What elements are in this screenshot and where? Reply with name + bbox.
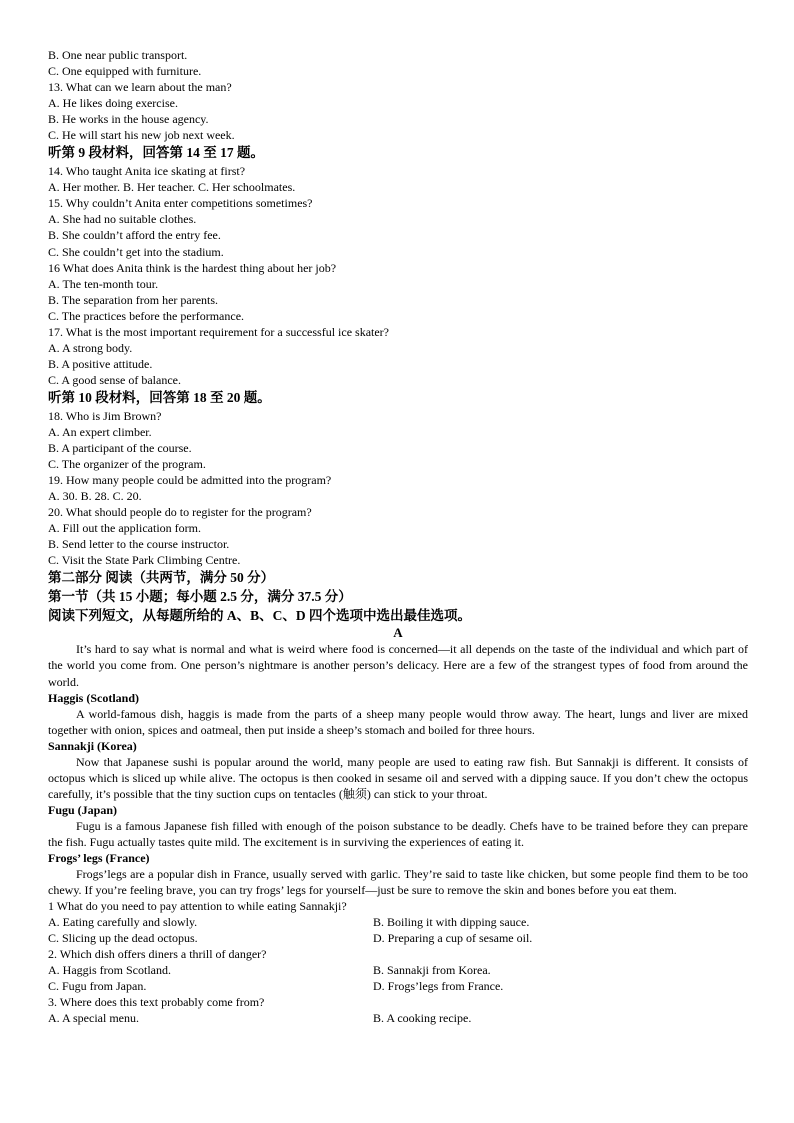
q15-option-a: A. She had no suitable clothes. (48, 212, 197, 227)
q16-option-a: A. The ten-month tour. (48, 276, 159, 291)
dish-title-frogs-legs: Frogs’ legs (France) (48, 851, 150, 866)
q14-stem: 14. Who taught Anita ice skating at first? (48, 164, 246, 179)
reading-q3-option-b: B. A cooking recipe. (373, 1011, 472, 1026)
dish-text-fugu: Fugu is a famous Japanese fish filled with enough of the poison substance to be deadly. Chefs have to be trained before they can prepare the fish. Fugu actually tastes quite mild. The excitement is in surviving the experiences of eating it. (48, 818, 748, 849)
reading-q1-option-b: B. Boiling it with dipping sauce. (373, 915, 530, 930)
reading-q1-option-a: A. Eating carefully and slowly. (48, 915, 198, 930)
q17-option-a: A. A strong body. (48, 340, 133, 355)
q15-option-b: B. She couldn’t afford the entry fee. (48, 228, 221, 243)
reading-q2-option-a: A. Haggis from Scotland. (48, 963, 171, 978)
reading-q2-option-c: C. Fugu from Japan. (48, 979, 147, 994)
q15-stem: 15. Why couldn’t Anita enter competitions sometimes? (48, 196, 313, 211)
q12-option-c: C. One equipped with furniture. (48, 64, 202, 79)
q13-option-b: B. He works in the house agency. (48, 112, 209, 127)
reading-q1-stem: 1 What do you need to pay attention to while eating Sannakji? (48, 899, 347, 914)
q17-stem: 17. What is the most important requirement for a successful ice skater? (48, 324, 390, 339)
q20-option-c: C. Visit the State Park Climbing Centre. (48, 553, 241, 568)
reading-part-heading: 第二部分 阅读（共两节，满分 50 分） (48, 570, 275, 586)
q16-option-b: B. The separation from her parents. (48, 292, 219, 307)
dish-title-fugu: Fugu (Japan) (48, 802, 118, 817)
q13-stem: 13. What can we learn about the man? (48, 80, 232, 95)
q18-stem: 18. Who is Jim Brown? (48, 408, 162, 423)
q20-option-a: A. Fill out the application form. (48, 521, 201, 536)
reading-q3-options-row1 (48, 1010, 748, 1026)
passage-intro: It’s hard to say what is normal and what is weird where food is concerned—it all depends on the taste of the individual and which part of the world you come from. One person’s nightmare is another person’s delicacy. Here are a few of the strangest types of food from around the world. (48, 642, 748, 689)
q14-options: A. Her mother. B. Her teacher. C. Her schoolmates. (48, 180, 296, 195)
reading-q3-option-a: A. A special menu. (48, 1011, 139, 1026)
q17-option-c: C. A good sense of balance. (48, 372, 181, 387)
reading-q1-options-row2 (48, 930, 748, 946)
q16-stem: 16 What does Anita think is the hardest thing about her job? (48, 260, 337, 275)
q18-option-c: C. The organizer of the program. (48, 457, 206, 472)
reading-instruction: 阅读下列短文，从每题所给的 A、B、C、D 四个选项中选出最佳选项。 (48, 608, 472, 624)
q12-option-b: B. One near public transport. (48, 48, 188, 62)
section9-heading: 听第 9 段材料，回答第 14 至 17 题。 (48, 145, 264, 161)
dish-text-sannakji: Now that Japanese sushi is popular around the world, many people are used to eating raw fish. But Sannakji is different. It consists of octopus which is sliced up while alive. The octopus is then cooked in sesame oil and served with a dipping sauce. If you don’t chew the octopus carefully, it’s possible that the tiny suction cups on tentacles (触须) can stick to your throat. (48, 754, 748, 801)
reading-q2-option-b: B. Sannakji from Korea. (373, 963, 491, 978)
q20-option-b: B. Send letter to the course instructor. (48, 537, 230, 552)
q19-options: A. 30. B. 28. C. 20. (48, 489, 142, 504)
reading-q1-options-row1 (48, 914, 748, 930)
q17-option-b: B. A positive attitude. (48, 356, 153, 371)
reading-q2-stem: 2. Which dish offers diners a thrill of danger? (48, 947, 267, 962)
reading-q2-options-row1 (48, 962, 748, 978)
dish-text-frogs-legs: Frogs’legs are a popular dish in France, usually served with garlic. They’re said to taste like chicken, but some people find them to be too chewy. If you’re feeling brave, you can try frogs’ legs for yourself—just be sure to remove the skin and bones before you eat them. (48, 867, 748, 898)
section10-heading: 听第 10 段材料，回答第 18 至 20 题。 (48, 389, 271, 405)
reading-q1-option-c: C. Slicing up the dead octopus. (48, 931, 198, 946)
q20-stem: 20. What should people do to register for the program? (48, 505, 312, 520)
dish-title-haggis: Haggis (Scotland) (48, 690, 140, 705)
q18-option-b: B. A participant of the course. (48, 441, 192, 456)
dish-title-sannakji: Sannakji (Korea) (48, 738, 137, 753)
exam-page (48, 47, 748, 1027)
q13-option-a: A. He likes doing exercise. (48, 96, 178, 111)
dish-text-haggis: A world-famous dish, haggis is made from the parts of a sheep many people would throw away. The heart, lungs and liver are mixed together with onion, spices and oatmeal, then put inside a sheep’s stomach and boiled for three hours. (48, 706, 748, 737)
q19-stem: 19. How many people could be admitted into the program? (48, 473, 332, 488)
reading-q1-option-d: D. Preparing a cup of sesame oil. (373, 931, 533, 946)
q16-option-c: C. The practices before the performance. (48, 308, 245, 323)
reading-q3-stem: 3. Where does this text probably come from? (48, 995, 265, 1010)
q13-option-c: C. He will start his new job next week. (48, 128, 235, 143)
reading-q2-option-d: D. Frogs’legs from France. (373, 979, 504, 994)
q18-option-a: A. An expert climber. (48, 424, 152, 439)
passage-letter: A (393, 625, 403, 641)
reading-section-heading: 第一节（共 15 小题；每小题 2.5 分，满分 37.5 分） (48, 589, 352, 605)
q15-option-c: C. She couldn’t get into the stadium. (48, 244, 224, 259)
reading-q2-options-row2 (48, 978, 748, 994)
